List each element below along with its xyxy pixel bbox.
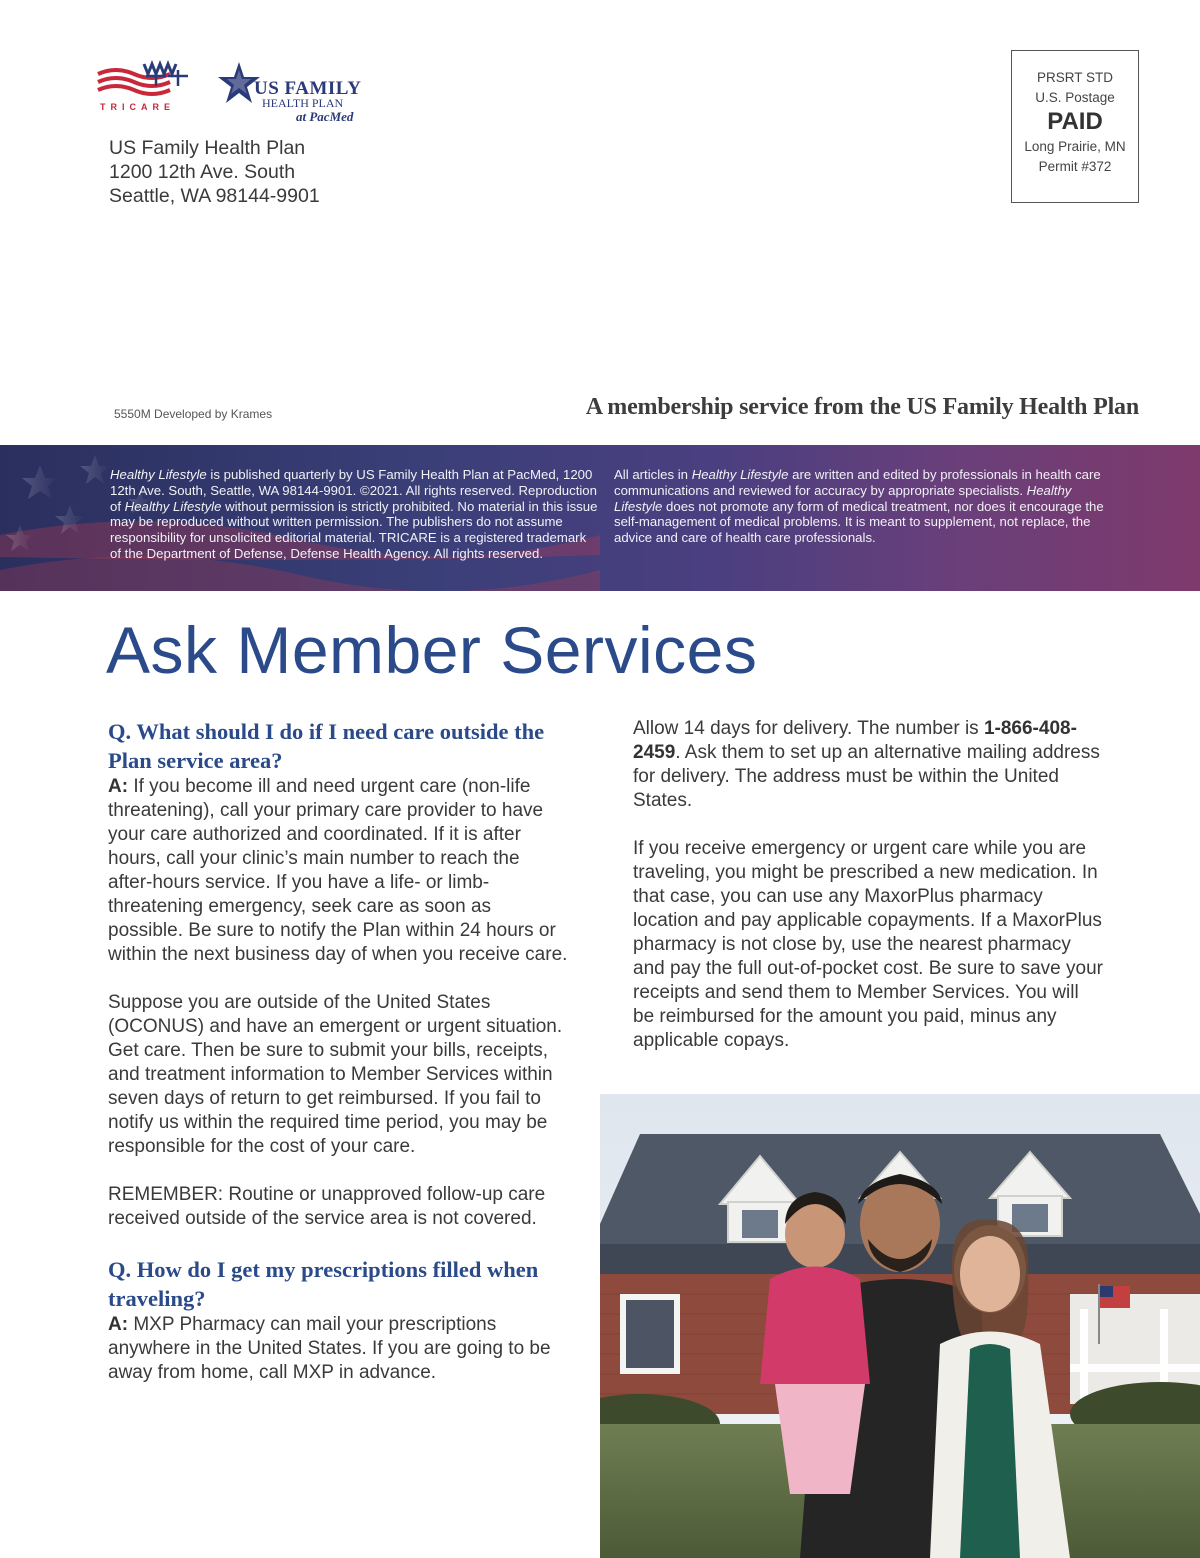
banner-text-span: does not promote any form of medical treatment, nor does it encourage the self-management of medical problems. It is meant to supplement, not replace, the advice and care of health care professionals. — [614, 498, 1104, 546]
postage-paid: PAID — [1047, 108, 1103, 135]
answer-label: A: — [108, 776, 129, 797]
postage-indicia — [1011, 50, 1139, 203]
tagline: A membership service from the US Family Health Plan — [585, 394, 1139, 420]
body-paragraph: REMEMBER: Routine or unapproved follow-up care received outside of the service area is not covered. — [108, 1184, 546, 1229]
banner-text-span: without permission is strictly prohibited. No material in this issue may be reproduced without written permission. The publishers do not assume responsibility for unsolicited editorial material. TRICARE is a registered trademark of the Department of Defense, Defense Health Agency. All rights reserved. — [110, 498, 598, 561]
article-column-right — [633, 717, 1103, 1077]
article-column-left — [108, 717, 568, 1409]
body-text: Allow 14 days for delivery. The number is — [633, 718, 984, 739]
postage-permit: Permit #372 — [1038, 158, 1112, 174]
answer-text: MXP Pharmacy can mail your prescriptions anywhere in the United States. If you are going to be away from home, call MXP in advance. — [108, 1314, 551, 1383]
answer-paragraph — [108, 1313, 568, 1385]
answer-text: If you become ill and need urgent care (non-life threatening), call your primary care provider to have your care authorized and coordinated. If it is after hours, call your clinic’s main number to reach the after-hours service. If you have a life- or limb-threatening emergency, seek care as soon as possible. Be sure to notify the Plan within 24 hours or within the next business day of when you receive care. — [108, 776, 568, 965]
developer-credit: 5550M Developed by Krames — [114, 407, 273, 421]
question-heading: Q. How do I get my prescriptions filled when traveling? — [108, 1257, 539, 1311]
publication-name: Healthy Lifestyle — [691, 467, 789, 482]
publication-name: Healthy Lifestyle — [124, 498, 222, 514]
publication-name: Healthy Lifestyle — [614, 482, 1072, 514]
publication-name: Healthy Lifestyle — [110, 467, 207, 482]
body-paragraph: Suppose you are outside of the United States (OCONUS) and have an emergent or urgent situation. Get care. Then be sure to submit your bills, receipts, and treatment information to Member Services within seven days of return to get reimbursed. If you fail to notify us within the required time period, you may be responsible for the cost of your care. — [108, 992, 563, 1157]
header-logos — [96, 58, 376, 128]
return-address-line: 1200 12th Ave. South — [109, 161, 296, 183]
answer-label: A: — [108, 1314, 129, 1335]
return-address-line: US Family Health Plan — [109, 137, 306, 159]
return-address — [109, 136, 320, 208]
legal-banner — [0, 445, 1200, 591]
banner-copyright-text — [110, 467, 600, 562]
banner-text-span: are written and edited by professionals in health care communications and reviewed for accuracy by appropriate specialists. — [614, 467, 1101, 498]
tricare-logo — [96, 58, 206, 114]
tricare-logo-text: TRICARE — [100, 102, 175, 112]
banner-disclaimer-text — [614, 467, 1104, 546]
family-photo — [600, 1094, 1200, 1558]
article-title: Ask Member Services — [106, 613, 758, 687]
postage-label: U.S. Postage — [1035, 89, 1115, 105]
usfhp-logo-line1: US FAMILY — [254, 78, 362, 99]
phone-number: 1-866-408-2459 — [633, 718, 1077, 763]
usfhp-logo-line2: HEALTH PLAN — [262, 96, 344, 110]
body-paragraph — [633, 717, 1103, 813]
answer-paragraph — [108, 775, 568, 967]
postage-location: Long Prairie, MN — [1024, 139, 1126, 154]
body-paragraph: If you receive emergency or urgent care while you are traveling, you might be prescribed a new medication. In that case, you can use any MaxorPlus pharmacy location and pay applicable copayments. If a MaxorPlus pharmacy is not close by, use the nearest pharmacy and pay the full out-of-pocket cost. Be sure to save your receipts and send them to Member Services. You will be reimbursed for the amount you paid, minus any applicable copays. — [633, 838, 1103, 1051]
banner-text-span: is published quarterly by US Family Health Plan at PacMed, 1200 12th Ave. South, Seattle, WA 98144-9901. ©2021. All rights reserved. Reproduction of — [110, 467, 597, 514]
return-address-line: Seattle, WA 98144-9901 — [109, 185, 320, 207]
banner-text-span: All articles in — [614, 467, 692, 482]
usfhp-logo-line3: at PacMed — [296, 109, 354, 124]
question-heading: Q. What should I do if I need care outside the Plan service area? — [108, 719, 545, 773]
usfhp-logo — [216, 60, 376, 124]
body-text: . Ask them to set up an alternative mailing address for delivery. The address must be within the United States. — [633, 742, 1100, 811]
postage-class: PRSRT STD — [1036, 70, 1114, 85]
